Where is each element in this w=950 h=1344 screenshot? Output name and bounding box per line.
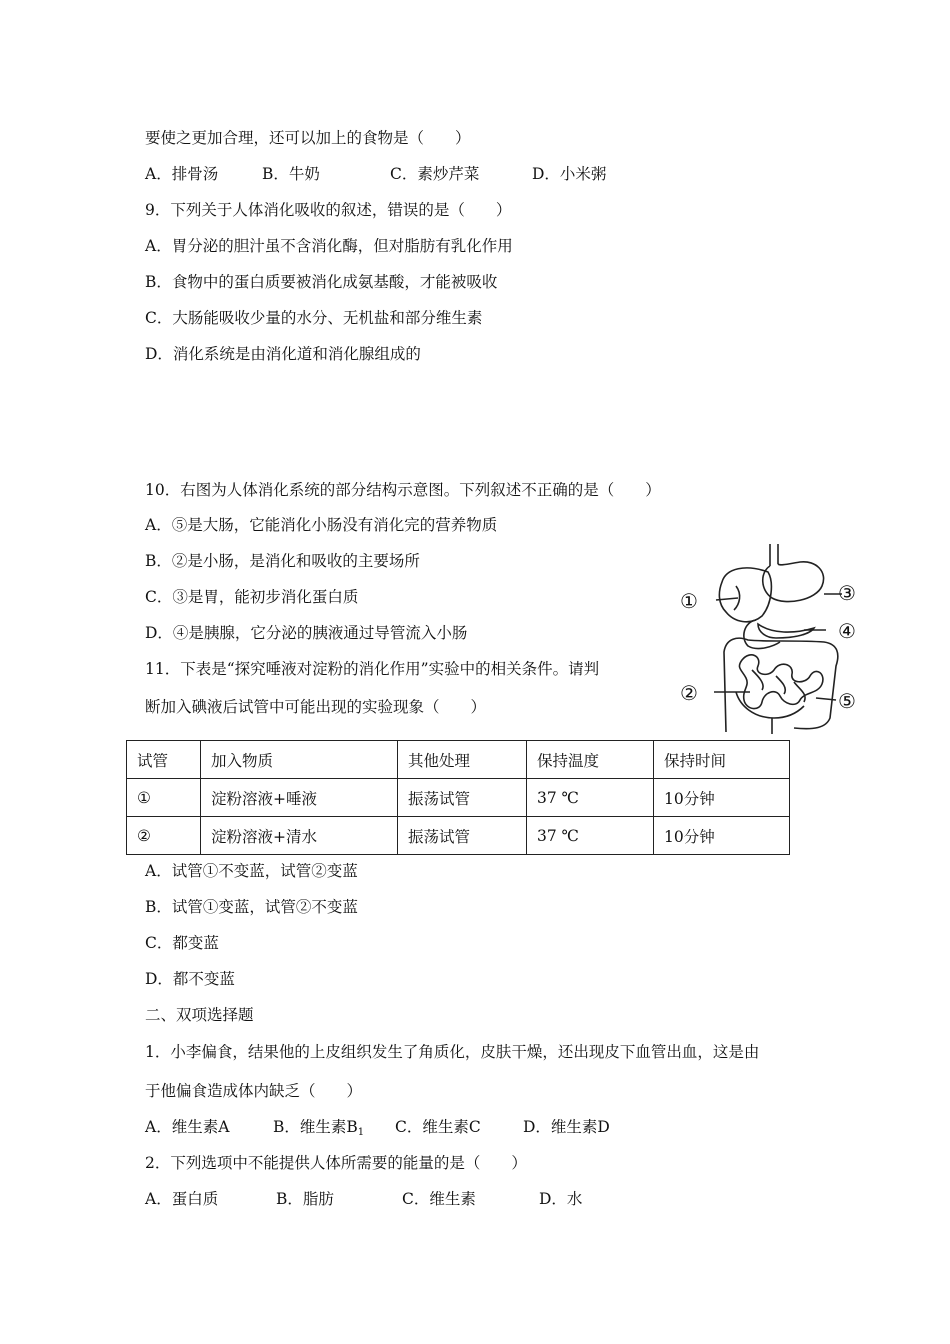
table-header: 其他处理 <box>398 741 527 779</box>
table-cell: 振荡试管 <box>398 817 527 855</box>
q8-option-c[interactable]: C．素炒芹菜 <box>390 165 480 183</box>
s2q1-options <box>145 1117 610 1143</box>
table-header: 试管 <box>127 741 201 779</box>
table-cell: 37 ℃ <box>527 779 654 817</box>
s2q2-option-c[interactable]: C．维生素 <box>402 1190 476 1208</box>
table-cell: 淀粉溶液+唾液 <box>201 779 398 817</box>
figure-label-3: ③ <box>838 581 856 605</box>
s2q2-options <box>145 1189 582 1209</box>
q8-stem: 要使之更加合理，还可以加上的食物是（ ） <box>145 129 471 147</box>
q9-option-d[interactable]: D．消化系统是由消化道和消化腺组成的 <box>145 345 421 363</box>
s2q1-option-d[interactable]: D．维生素D <box>523 1118 610 1136</box>
figure-label-1: ① <box>680 589 698 613</box>
figure-label-2: ② <box>680 681 698 705</box>
q10-stem: 10．右图为人体消化系统的部分结构示意图。下列叙述不正确的是（ ） <box>145 481 661 499</box>
s2q1-stem-line1: 1．小李偏食，结果他的上皮组织发生了角质化，皮肤干燥，还出现皮下血管出血，这是由 <box>145 1043 760 1061</box>
s2q1-option-b[interactable] <box>273 1117 395 1143</box>
s2q2-option-d[interactable]: D．水 <box>539 1190 583 1208</box>
table-cell: ② <box>127 817 201 855</box>
s2q2-stem: 2．下列选项中不能提供人体所需要的能量的是（ ） <box>145 1154 527 1172</box>
s2q1-stem-line2: 于他偏食造成体内缺乏（ ） <box>145 1082 363 1100</box>
section-title: 二、双项选择题 <box>145 1006 254 1024</box>
figure-label-4: ④ <box>838 619 856 643</box>
q11-stem-line1: 11．下表是“探究唾液对淀粉的消化作用”实验中的相关条件。请判 <box>145 660 600 678</box>
q10-option-c[interactable]: C．③是胃，能初步消化蛋白质 <box>145 588 359 606</box>
s2q1-option-c[interactable]: C．维生素C <box>395 1118 481 1136</box>
table-cell: 淀粉溶液+清水 <box>201 817 398 855</box>
digestive-system-figure <box>676 542 860 736</box>
q10-option-d[interactable]: D．④是胰腺，它分泌的胰液通过导管流入小肠 <box>145 624 468 642</box>
s2q1-option-b-subscript: 1 <box>357 1127 365 1138</box>
q9-option-b[interactable]: B．食物中的蛋白质要被消化成氨基酸，才能被吸收 <box>145 273 498 291</box>
table-cell: 振荡试管 <box>398 779 527 817</box>
s2q2-option-a[interactable]: A．蛋白质 <box>145 1190 219 1208</box>
q11-option-c[interactable]: C．都变蓝 <box>145 934 219 952</box>
table-cell: 10分钟 <box>654 817 790 855</box>
q10-option-a[interactable]: A．⑤是大肠，它能消化小肠没有消化完的营养物质 <box>145 516 498 534</box>
s2q1-option-a[interactable]: A．维生素A <box>145 1118 230 1136</box>
q11-option-d[interactable]: D．都不变蓝 <box>145 970 235 988</box>
q9-option-c[interactable]: C．大肠能吸收少量的水分、无机盐和部分维生素 <box>145 309 483 327</box>
q11-option-b[interactable]: B．试管①变蓝，试管②不变蓝 <box>145 898 358 916</box>
table-header: 加入物质 <box>201 741 398 779</box>
s2q1-option-b-text: B．维生素B <box>273 1118 358 1136</box>
table-header: 保持温度 <box>527 741 654 779</box>
table-header-row <box>127 741 790 779</box>
table-cell: 10分钟 <box>654 779 790 817</box>
q11-option-a[interactable]: A．试管①不变蓝，试管②变蓝 <box>145 862 358 880</box>
q8-option-a[interactable]: A．排骨汤 <box>145 165 219 183</box>
q8-options <box>145 164 606 184</box>
q9-option-a[interactable]: A．胃分泌的胆汁虽不含消化酶，但对脂肪有乳化作用 <box>145 237 513 255</box>
figure-label-5: ⑤ <box>838 689 856 713</box>
table-cell: ① <box>127 779 201 817</box>
table-header: 保持时间 <box>654 741 790 779</box>
q9-stem: 9．下列关于人体消化吸收的叙述，错误的是（ ） <box>145 201 512 219</box>
q10-option-b[interactable]: B．②是小肠，是消化和吸收的主要场所 <box>145 552 420 570</box>
q8-option-d[interactable]: D．小米粥 <box>532 165 607 183</box>
table-row <box>127 817 790 855</box>
q8-option-b[interactable]: B．牛奶 <box>262 165 320 183</box>
s2q2-option-b[interactable]: B．脂肪 <box>276 1190 334 1208</box>
q11-stem-line2: 断加入碘液后试管中可能出现的实验现象（ ） <box>145 698 487 716</box>
experiment-table <box>126 740 790 855</box>
table-row <box>127 779 790 817</box>
digestive-system-diagram <box>676 542 860 736</box>
table-cell: 37 ℃ <box>527 817 654 855</box>
